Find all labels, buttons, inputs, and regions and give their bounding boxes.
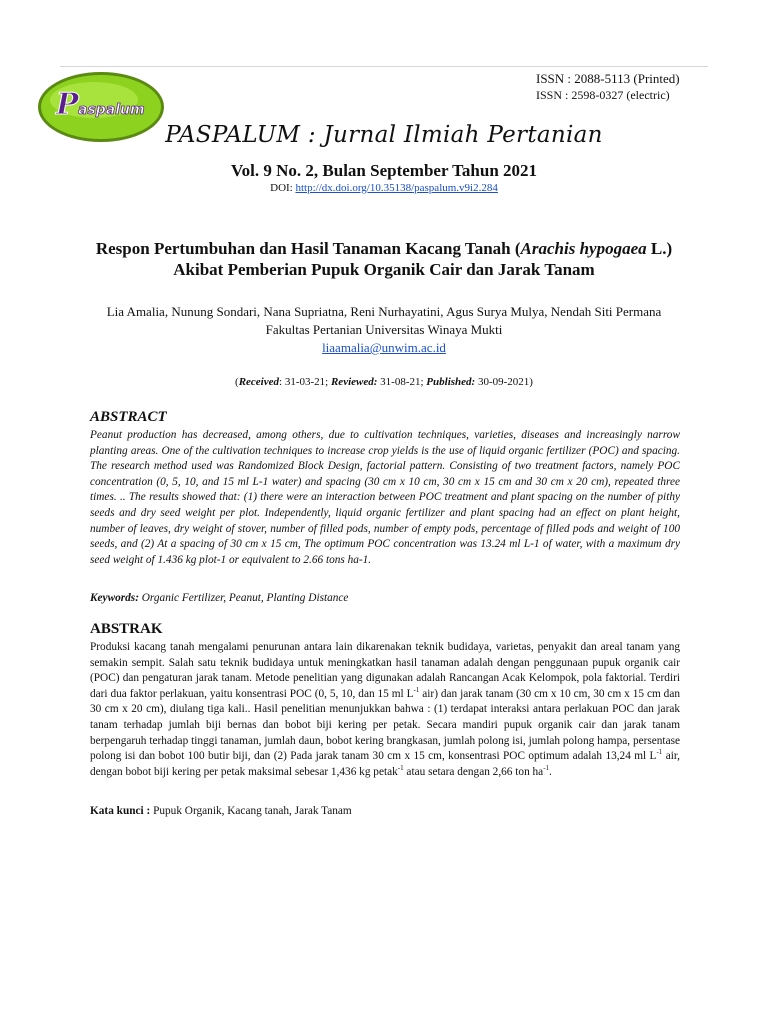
doi-label: DOI: [270,182,296,194]
email-line [20,339,748,357]
author-block [20,303,748,357]
keywords-label: Keywords: [90,592,139,604]
keywords-line [90,592,348,604]
abstract-heading: ABSTRACT [90,409,167,425]
issn-block [536,70,680,104]
svg-text:P: P [56,87,79,122]
article-title-line1: Respon Pertumbuhan dan Hasil Tanaman Kacang Tanah (Arachis hypogaea L.) [95,239,673,258]
affiliation: Fakultas Pertanian Universitas Winaya Mukti [265,322,503,337]
volume-issue: Vol. 9 No. 2, Bulan September Tahun 2021 [230,161,538,180]
kata-kunci-label: Kata kunci : [90,805,151,817]
doi-line [0,182,768,194]
abstract-body: Peanut production has decreased, among others, due to cultivation techniques, varieties, diseases and increasingly narrow planting areas. One of the cultivation techniques to increase crop yields is the use of liquid organic fertilizer (POC) and spacing. The research method used was Randomized Block Design, factorial pattern. Consisting of two treatment factors, namely POC concentration (0, 5, 10, and 15 ml L-1 water) and spacing (30 cm x 10 cm, 30 cm x 15 cm and 30 cm x 20 cm), repeated three times. .. The results showed that: (1) there were an interaction between POC treatment and plant spacing on the number of pithy seeds and dry seed weight per plot. Independently, liquid organic fertilizer and plant spacing had an effect on plant height, number of leaves, dry weight of stover, number of filled pods, number of empty pods, percentage of filled pods and weight of 100 seeds, and (2) At a spacing of 30 cm x 15 cm, The optimum POC concentration was 13.24 ml L-1 of water, with a maximum dry seed weight of 1.436 kg plot-1 or equivalent to 2.66 tons ha-1. [90,429,680,566]
submission-dates: (Received: 31-03-21; Reviewed: 31-08-21; Published: 30-09-2021) [235,376,533,388]
kata-kunci-text: Pupuk Organik, Kacang tanah, Jarak Tanam [150,805,352,817]
journal-title: PASPALUM : Jurnal Ilmiah Pertanian [165,122,603,148]
issn-printed: ISSN : 2088-5113 (Printed) [536,71,680,86]
doi-link[interactable]: http://dx.doi.org/10.35138/paspalum.v9i2.284 [295,182,498,194]
article-title [40,238,728,280]
abstrak-body: Produksi kacang tanah mengalami penurunan antara lain dikarenakan teknik budidaya, varietas, penyakit dan areal tanam yang semakin sempit. Salah satu teknik budidaya untuk meningkatkan hasil tanaman adalah dengan penggunaan pupuk organik cair (POC) dan pengaturan jarak tanam. Metode penelitian yang digunakan adalah Rancangan Acak Kelompok, pola faktorial. Terdiri dari dua faktor perlakuan, yaitu konsentrasi POC (0, 5, 10, dan 15 ml $L^{-1}$ air) dan jarak tanam (30 cm x 10 cm, 30 cm x 15 cm dan 30 cm x 20 cm), diulang tiga kali.. Hasil penelitian menunjukkan bahwa : (1) terdapat interaksi antara perlakuan POC dan jarak tanam terhadap jumlah biji bernas dan bobot biji kering per petak. Secara mandiri pupuk organik cair dan jarak tanam berpengaruh terhadap tinggi tanaman, jumlah daun, bobot kering brangkasan, jumlah polong isi, jumlah polong hampa, persentase polong isi dan bobot 100 butir biji, dan (2) Pada jarak tanam 30 cm x 15 cm, konsentrasi POC optimum adalah 13,24 ml $L^{-1}$ air, dengan bobot biji kering per petak maksimal sebesar 1,436 kg petak$^{-1}$ atau setara dengan 2,66 ton $ha^{-1}$. [90,641,680,778]
author-list: Lia Amalia, Nunung Sondari, Nana Supriatna, Reni Nurhayatini, Agus Surya Mulya, Nendah Siti Permana [106,304,662,319]
kata-kunci-line [90,805,352,817]
header-rule [60,66,708,67]
issn-electric: ISSN : 2598-0327 (electric) [536,88,670,102]
abstrak-heading: ABSTRAK [90,621,163,637]
author-email-link[interactable]: liaamalia@unwim.ac.id [322,340,446,355]
species-name: Arachis hypogaea [520,239,647,258]
svg-text:aspalum: aspalum [78,102,145,118]
keywords-text: Organic Fertilizer, Peanut, Planting Distance [138,592,349,604]
article-title-line2: Akibat Pemberian Pupuk Organik Cair dan Jarak Tanam [173,260,595,279]
